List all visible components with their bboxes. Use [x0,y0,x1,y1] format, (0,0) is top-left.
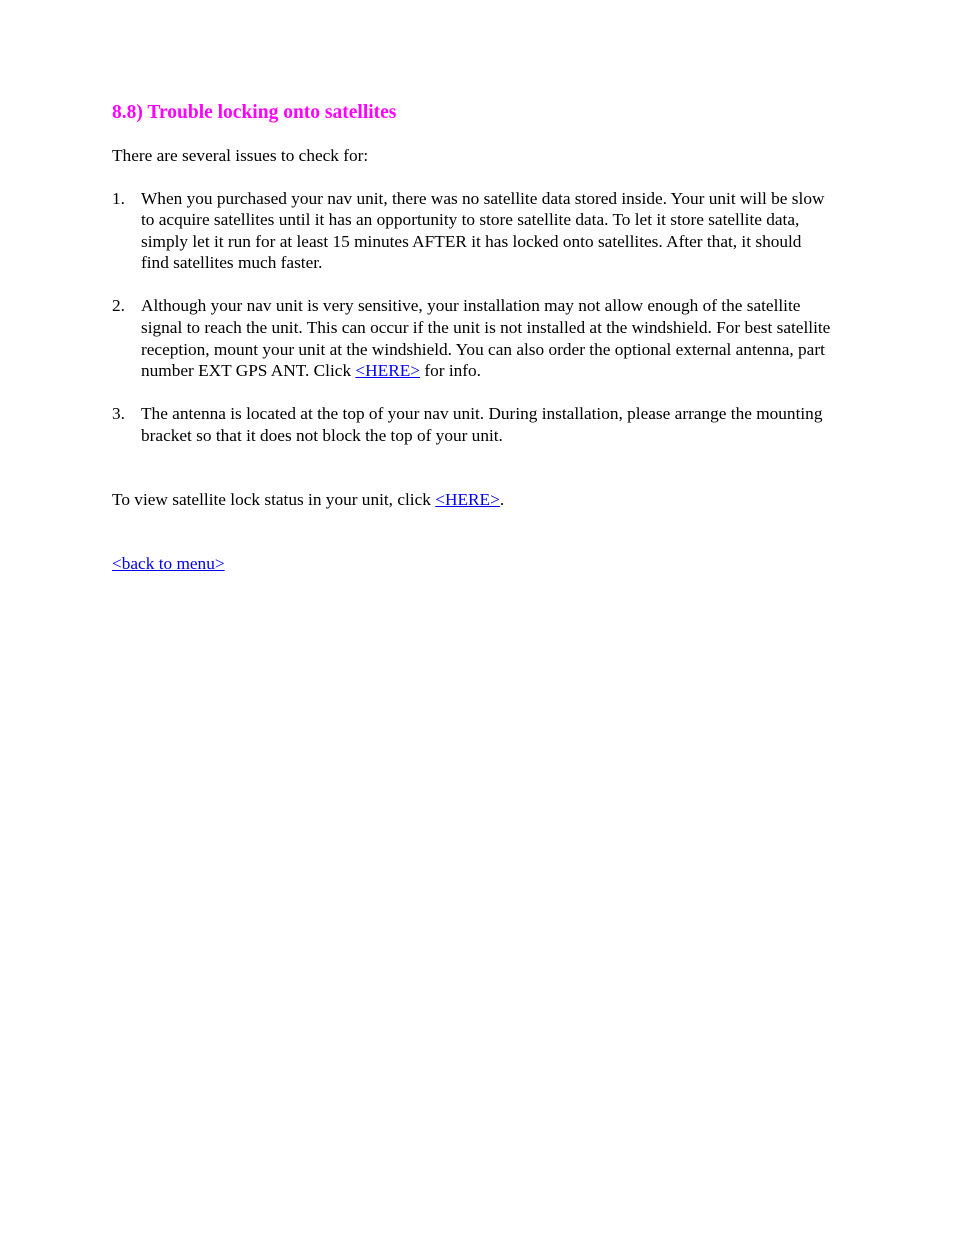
issue-item-1 [112,188,832,274]
section-title: 8.8) Trouble locking onto satellites [112,102,397,123]
issue-item-3 [112,403,832,446]
issue-number: 2. [112,296,125,316]
satellite-status-line [112,489,832,511]
issue-number: 1. [112,188,125,208]
status-text: To view satellite lock status in your unit, click [112,489,436,509]
issue-text: The antenna is located at the top of your nav unit. During installation, please arrange the mounting bracket so that it does not block the top of your unit. [141,404,823,445]
back-to-menu-link[interactable]: <back to menu> [112,554,225,574]
back-line [112,553,832,575]
status-text-after: . [499,489,505,509]
satellite-status-link[interactable]: <HERE> [435,489,500,509]
external-antenna-info-link[interactable]: <HERE> [355,361,421,381]
issue-text: Although your nav unit is very sensitive, your installation may not allow enough of the satellite signal to reach the unit. This can occur if the unit is not installed at the windshield. For best satellite reception, mount your unit at the windshield. You can also order the optional external antenna, part number EXT GPS ANT. Click [141,296,831,381]
issue-number: 3. [112,404,125,424]
issue-text: When you purchased your nav unit, there was no satellite data stored inside. Your unit will be slow to acquire satellites until it has an opportunity to store satellite data. To let it store satellite data, simply let it run for at least 15 minutes AFTER it has locked onto satellites. After that, it should find satellites much faster. [141,188,825,273]
issues-list [112,188,832,447]
issue-item-2 [112,295,832,381]
issue-text-after: for info. [420,361,481,381]
intro-text: There are several issues to check for: [112,146,369,165]
help-page [112,100,832,575]
